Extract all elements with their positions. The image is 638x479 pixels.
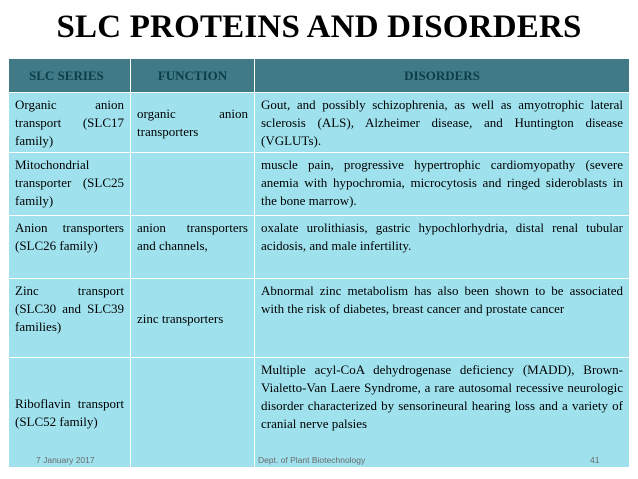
cell-series: Mitochondrial transporter (SLC25 family): [9, 153, 131, 216]
cell-disorders: Gout, and possibly schizophrenia, as well as amyotrophic lateral sclerosis (ALS), Alzheimer disease, and Huntington disease (VGLUTs).: [255, 93, 630, 153]
header-function: FUNCTION: [131, 59, 255, 93]
footer-date: 7 January 2017: [36, 455, 95, 465]
cell-disorders: Multiple acyl-CoA dehydrogenase deficiency (MADD), Brown-Vialetto-Van Laere Syndrome, a rare autosomal recessive neurologic disorder characterized by sensorineural hearing loss and a variety of cranial nerve palsies: [255, 358, 630, 468]
cell-function: zinc transporters: [131, 279, 255, 358]
cell-disorders: muscle pain, progressive hypertrophic cardiomyopathy (severe anemia with hypochromia, microcytosis and ringed sideroblasts in the bone marrow).: [255, 153, 630, 216]
cell-function: [131, 153, 255, 216]
table-row: [9, 358, 630, 468]
cell-function: anion transporters and channels,: [131, 216, 255, 279]
cell-function: organic anion transporters: [131, 93, 255, 153]
cell-function: [131, 358, 255, 468]
slc-table-container: [8, 58, 629, 476]
footer-page-number: 41: [590, 455, 600, 465]
cell-series: Riboflavin transport (SLC52 family): [9, 358, 131, 468]
cell-disorders: oxalate urolithiasis, gastric hypochlorhydria, distal renal tubular acidosis, and male infertility.: [255, 216, 630, 279]
slc-table: [8, 58, 630, 468]
cell-series: Anion transporters (SLC26 family): [9, 216, 131, 279]
table-header-row: [9, 59, 630, 93]
header-slc-series: SLC SERIES: [9, 59, 131, 93]
cell-series: Zinc transport (SLC30 and SLC39 families): [9, 279, 131, 358]
table-row: [9, 216, 630, 279]
table-row: [9, 153, 630, 216]
table-row: [9, 93, 630, 153]
cell-series: Organic anion transport (SLC17 family): [9, 93, 131, 153]
cell-disorders: Abnormal zinc metabolism has also been shown to be associated with the risk of diabetes, breast cancer and prostate cancer: [255, 279, 630, 358]
table-row: [9, 279, 630, 358]
slide-title: SLC PROTEINS AND DISORDERS: [56, 9, 582, 45]
header-disorders: DISORDERS: [255, 59, 630, 93]
footer-department: Dept. of Plant Biotechnology: [258, 455, 366, 465]
